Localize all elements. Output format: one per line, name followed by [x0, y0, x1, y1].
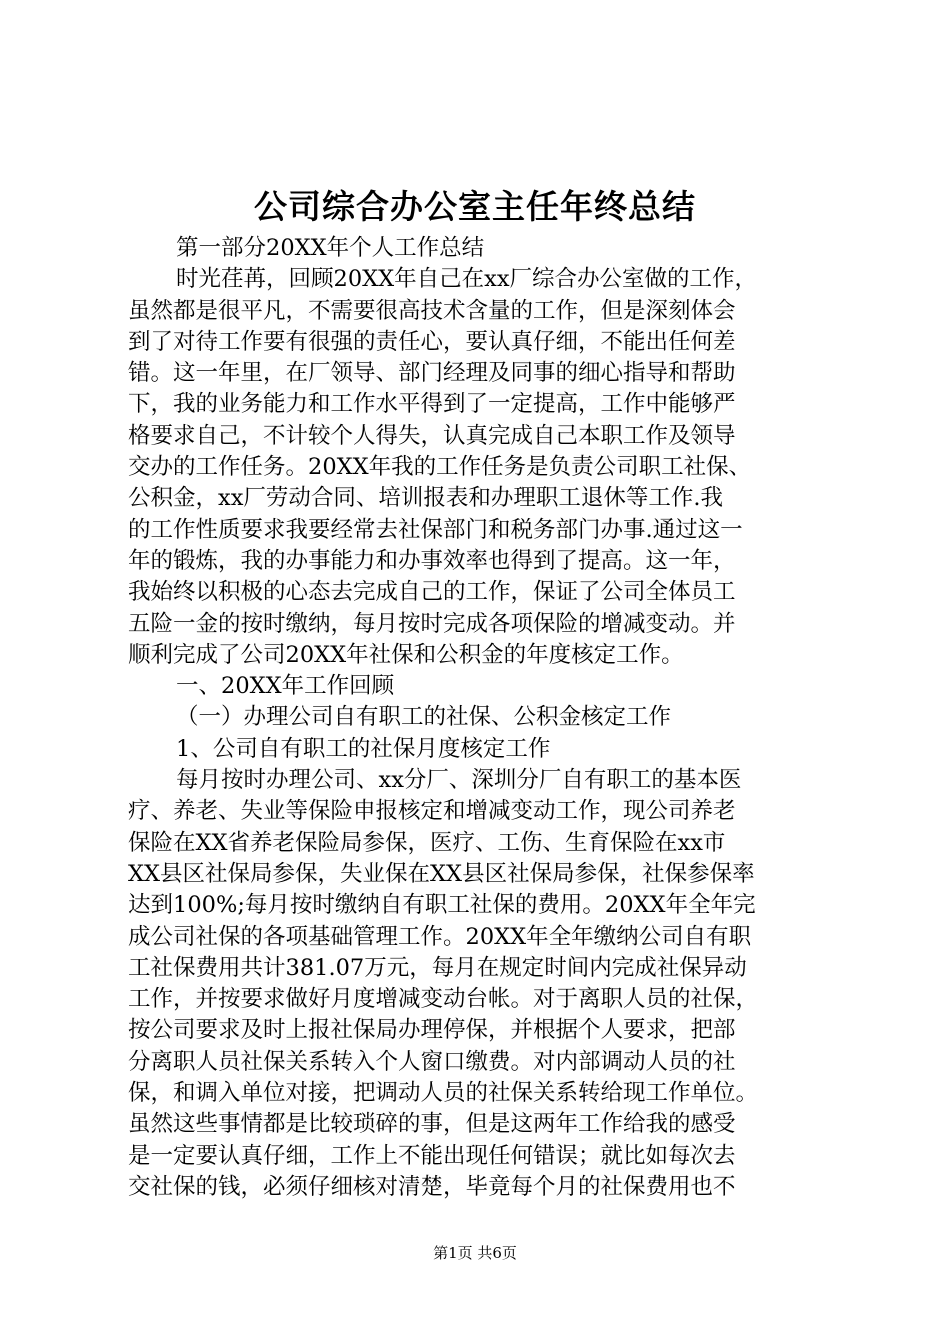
text-line: 虽然这些事情都是比较琐碎的事，但是这两年工作给我的感受 [128, 1111, 736, 1138]
text-line: 一、20XX年工作回顾 [176, 673, 395, 700]
text-line: 公积金，xx厂劳动合同、培训报表和办理职工退休等工作.我 [128, 485, 724, 512]
text-line: 1、公司自有职工的社保月度核定工作 [176, 735, 551, 762]
text-line: 分离职人员社保关系转入个人窗口缴费。对内部调动人员的社 [128, 1048, 736, 1075]
text-line: 每月按时办理公司、xx分厂、深圳分厂自有职工的基本医 [176, 767, 742, 794]
text-line: 顺利完成了公司20XX年社保和公积金的年度核定工作。 [128, 641, 684, 668]
text-line: 年的锻炼，我的办事能力和办事效率也得到了提高。这一年， [128, 547, 736, 574]
text-line: 的工作性质要求我要经常去社保部门和税务部门办事.通过这一 [128, 516, 743, 543]
text-line: 工社保费用共计381.07万元，每月在规定时间内完成社保异动 [128, 954, 747, 981]
text-line: 保，和调入单位对接，把调动人员的社保关系转给现工作单位。 [128, 1080, 759, 1107]
text-line: 疗、养老、失业等保险申报核定和增减变动工作，现公司养老 [128, 798, 736, 825]
text-line: 下，我的业务能力和工作水平得到了一定提高，工作中能够严 [128, 391, 736, 418]
text-line: 交办的工作任务。20XX年我的工作任务是负责公司职工社保、 [128, 454, 752, 481]
text-line: （一）办理公司自有职工的社保、公积金核定工作 [176, 704, 672, 731]
text-line: 按公司要求及时上报社保局办理停保，并根据个人要求，把部 [128, 1017, 736, 1044]
text-line: 保险在XX省养老保险局参保，医疗、工伤、生育保险在xx市 [128, 829, 726, 856]
document-body [128, 233, 834, 1203]
text-line: 时光荏苒，回顾20XX年自己在xx厂综合办公室做的工作， [176, 266, 758, 293]
page-footer: 第1页 共6页 [433, 1244, 517, 1262]
text-line: 错。这一年里，在厂领导、部门经理及同事的细心指导和帮助 [128, 360, 736, 387]
text-line: 我始终以积极的心态去完成自己的工作，保证了公司全体员工 [128, 579, 736, 606]
text-line: 成公司社保的各项基础管理工作。20XX年全年缴纳公司自有职 [128, 923, 752, 950]
text-line: 是一定要认真仔细，工作上不能出现任何错误；就比如每次去 [128, 1142, 736, 1169]
text-line: 格要求自己，不计较个人得失，认真完成自己本职工作及领导 [128, 422, 736, 449]
text-line: 达到100%;每月按时缴纳自有职工社保的费用。20XX年全年完 [128, 892, 756, 919]
text-line: 虽然都是很平凡，不需要很高技术含量的工作，但是深刻体会 [128, 297, 736, 324]
text-line: 工作，并按要求做好月度增减变动台帐。对于离职人员的社保， [128, 986, 759, 1013]
text-line: 到了对待工作要有很强的责任心，要认真仔细，不能出任何差 [128, 328, 736, 355]
document-title: 公司综合办公室主任年终总结 [254, 187, 696, 226]
text-line: 交社保的钱，必须仔细核对清楚，毕竟每个月的社保费用也不 [128, 1173, 736, 1200]
text-line: 五险一金的按时缴纳，每月按时完成各项保险的增减变动。并 [128, 610, 736, 637]
text-line: 第一部分20XX年个人工作总结 [176, 235, 485, 261]
text-line: XX县区社保局参保，失业保在XX县区社保局参保，社保参保率 [128, 860, 755, 887]
